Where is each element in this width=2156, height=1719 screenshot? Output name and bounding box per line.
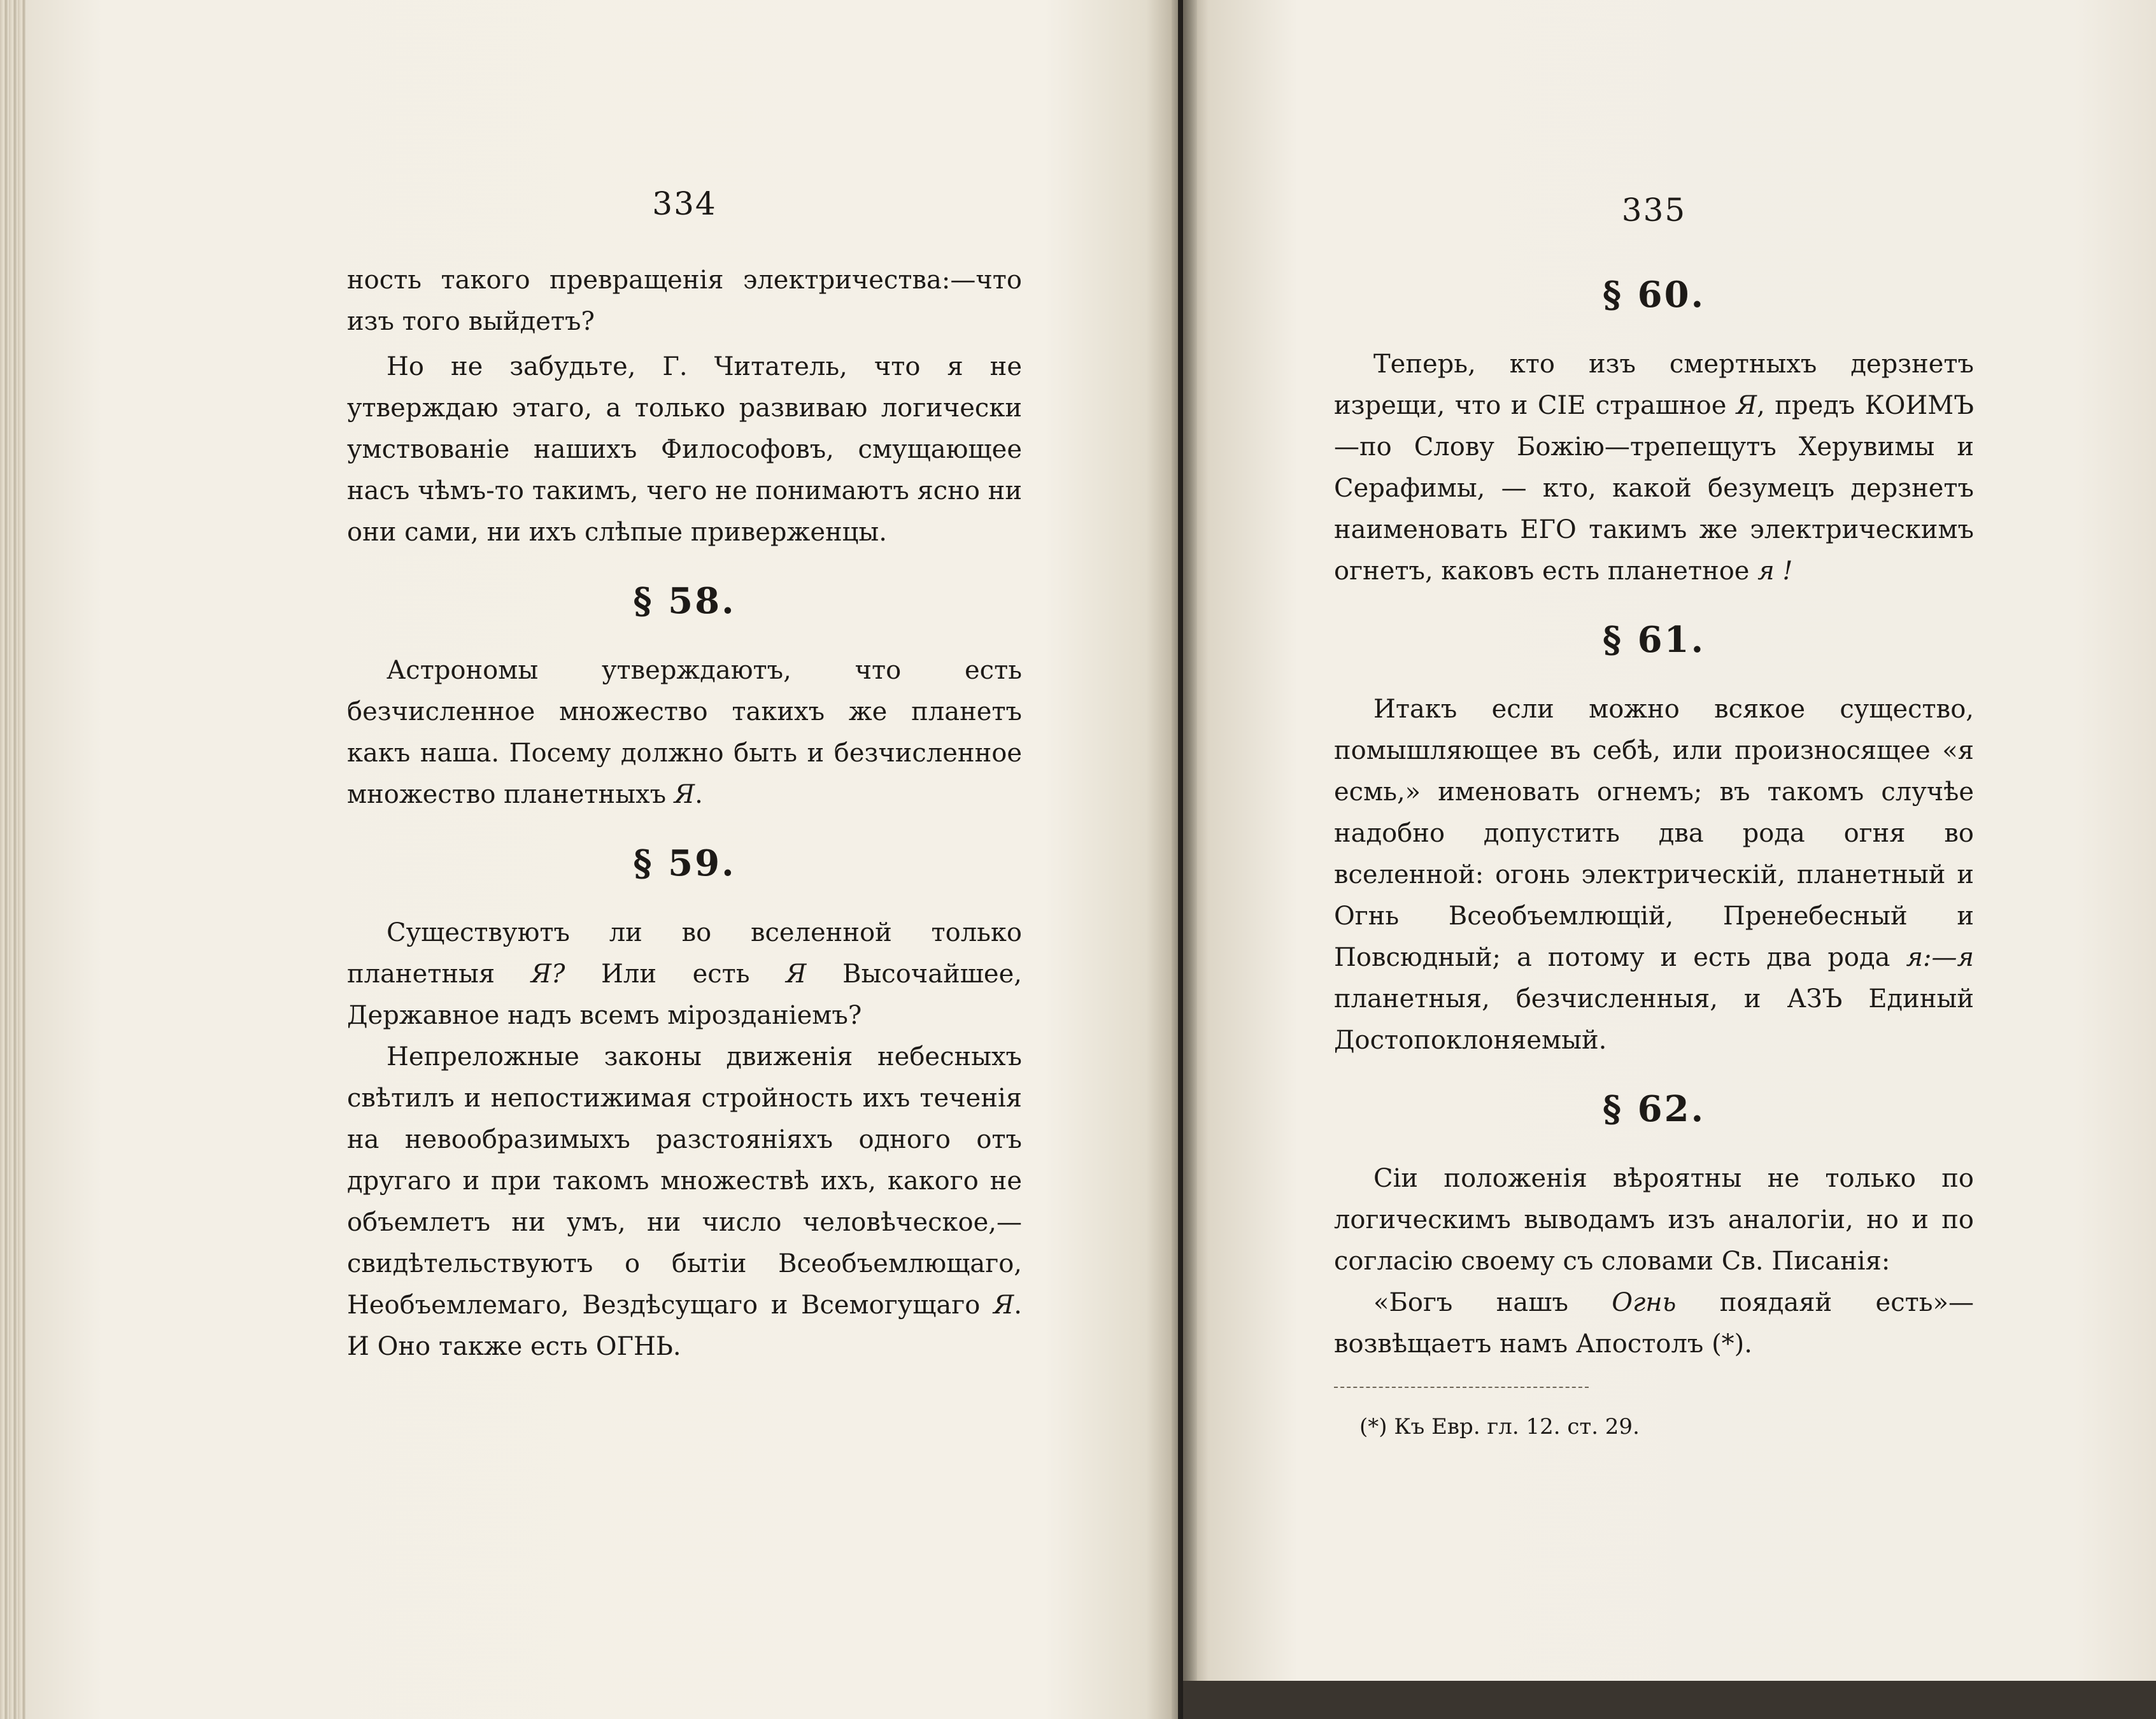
- text-run: , предъ КОИМЪ—по Слову Божію—трепещутъ Херувимы и Серафимы, — кто, какой безумецъ дерзнетъ наименовать ЕГО такимъ же электрическимъ огнетъ, каковъ есть планетное: [1334, 391, 1974, 586]
- text-run: . И Оно также есть ОГНЬ.: [347, 1291, 1022, 1361]
- right-page-text: [1334, 191, 1974, 1443]
- paragraph-mortals: [1334, 344, 1974, 592]
- text-run: «Богъ нашъ: [1373, 1288, 1612, 1317]
- left-page-text: [347, 185, 1022, 1368]
- text-run: Астрономы утверждаютъ, что есть безчисленное множество такихъ же планетъ какъ наша. Посему должно быть и безчисленное множество планетныхъ: [347, 656, 1022, 809]
- book-gutter: [1172, 0, 1197, 1719]
- text-run: Итакъ если можно всякое существо, помышляющее въ себѣ, или произносящее «я есмь,» именовать огнемъ; въ такомъ случѣе надобно допустить два рода огня во вселенной: огонь электрическій, планетный и Огнь Всеобъемлющій, Пренебесный и Повсюдный; а потому и есть два рода: [1334, 695, 1974, 972]
- italic-ya: я !: [1757, 556, 1793, 586]
- section-heading-60: § 60.: [1602, 274, 1706, 316]
- text-run: планетныя, безчисленныя, и АЗЪ Единый Достопоклоняемый.: [1334, 984, 1974, 1055]
- paragraph-question: [347, 912, 1022, 1036]
- italic-ya: Я: [786, 959, 807, 989]
- italic-fire: Огнь: [1612, 1288, 1677, 1317]
- text-run: Теперь, кто изъ смертныхъ дерзнетъ изрещи, что и СІЕ страшное: [1334, 350, 1974, 420]
- paragraph-laws: [347, 1036, 1022, 1368]
- section-heading-59: § 59.: [633, 842, 736, 884]
- page-number-left: 334: [652, 185, 717, 222]
- footnote-separator: [1334, 1387, 1589, 1388]
- text-run: Высочайшее, Державное надъ всемъ міроздaніемъ?: [347, 959, 1022, 1030]
- text-run: поядаяй есть»—возвѣщаетъ намъ Апостолъ (*).: [1334, 1288, 1974, 1359]
- section-heading-58: § 58.: [633, 580, 736, 622]
- section-heading-61: § 61.: [1602, 619, 1706, 661]
- paragraph-scripture: Сіи положенія вѣроятны не только по логическимъ выводамъ изъ аналогіи, но и по согласію своему съ словами Св. Писанія:: [1334, 1164, 1974, 1276]
- background-strip: [1183, 1681, 2156, 1719]
- paragraph-quote: [1334, 1282, 1974, 1365]
- paragraph-reader-address: Но не забудьте, Г. Читатель, что я не утверждаю этаго, а только развиваю логически умствованіе нашихъ Философовъ, смущающее насъ чѣмъ-то такимъ, чего не понимаютъ ясно ни они сами, ни ихъ слѣпые приверженцы.: [347, 352, 1022, 547]
- text-run: .: [695, 780, 703, 809]
- section-heading-62: § 62.: [1602, 1088, 1706, 1130]
- text-run: Существуютъ ли во вселенной только планетныя: [347, 918, 1022, 989]
- italic-ya: Я?: [530, 959, 565, 989]
- text-run: Или есть: [565, 959, 786, 989]
- paragraph-astronomers: [347, 650, 1022, 816]
- page-number-right: 335: [1621, 192, 1687, 229]
- italic-ya: Я: [674, 780, 695, 809]
- italic-ya: Я: [993, 1291, 1014, 1320]
- italic-ya: Я: [1736, 391, 1757, 420]
- text-run: Непреложные законы движенія небесныхъ свѣтилъ и непостижимая стройность ихъ теченія на невообразимыхъ разстояніяхъ одного отъ другаго и при такомъ множествѣ ихъ, какого не объемлетъ ни умъ, ни число человѣческое,—свидѣтельствуютъ о бытіи Всеобъемлющаго, Необъемлемаго, Вездѣсущаго и Всемогущаго: [347, 1042, 1022, 1320]
- paragraph-continued: ность такого превращенія электричества:—что изъ того выйдетъ?: [347, 265, 1022, 336]
- footnote: (*) Къ Евр. гл. 12. ст. 29.: [1359, 1414, 1640, 1440]
- paragraph-two-fires: [1334, 689, 1974, 1061]
- italic-ya: я:—я: [1906, 943, 1974, 972]
